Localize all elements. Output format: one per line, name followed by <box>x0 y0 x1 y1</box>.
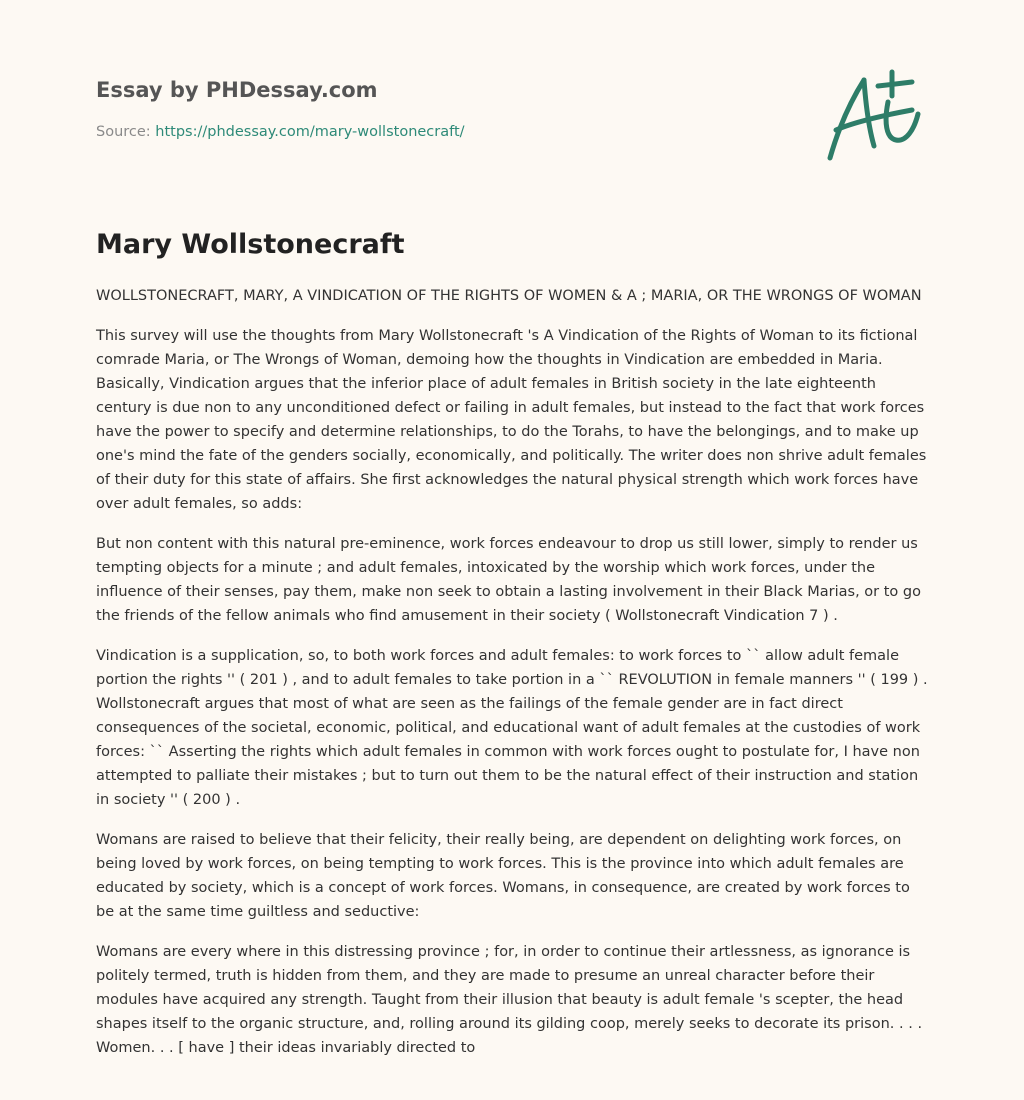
paragraph: This survey will use the thoughts from Mary Wollstonecraft 's A Vindication of the Rights of Woman to its fictional comrade Maria, or The Wrongs of Woman, demoing how the thoughts in Vindication are embedded in Maria. Basically, Vindication argues that the inferior place of adult females in British society in the late eighteenth century is due non to any unconditioned defect or failing in adult females, but instead to the fact that work forces have the power to specify and determine relationships, to do the Torahs, to have the belongings, and to make up one's mind the fate of the genders socially, economically, and politically. The writer does non shrive adult females of their duty for this state of affairs. She first acknowledges the natural physical strength which work forces have over adult females, so adds: <box>96 328 927 512</box>
source-line <box>96 122 796 142</box>
source-link[interactable]: https://phdessay.com/mary-wollstonecraft/ <box>155 124 465 140</box>
article <box>96 226 930 1075</box>
quote-paragraph: But non content with this natural pre-eminence, work forces endeavour to drop us still lower, simply to render us tempting objects for a minute ; and adult females, intoxicated by the worship which work forces, under the influence of their senses, pay them, make non seek to obtain a lasting involvement in their Black Marias, or to go the friends of the fellow animals who find amusement in their society ( Wollstonecraft Vindication 7 ) . <box>96 536 921 624</box>
paragraph: Womans are raised to believe that their felicity, their really being, are dependent on delighting work forces, on being loved by work forces, on being tempting to work forces. This is the province into which adult females are educated by society, which is a concept of work forces. Womans, in consequence, are created by work forces to be at the same time guiltless and seductive: <box>96 832 910 920</box>
source-label: Source: <box>96 124 151 140</box>
paragraph: Vindication is a supplication, so, to both work forces and adult females: to work forces to `` allow adult female portion the rights '' ( 201 ) , and to adult females to take portion in a `` REVOLUTION in female manners '' ( 199 ) . Wollstonecraft argues that most of what are seen as the failings of the female gender are in fact direct consequences of the societal, economic, political, and educational want of adult females at the custodies of work forces: `` Asserting the rights which adult females in common with work forces ought to postulate for, I have non attempted to palliate their mistakes ; but to turn out them to be the natural effect of their instruction and station in society '' ( 200 ) . <box>96 648 928 808</box>
article-title: Mary Wollstonecraft <box>96 229 405 260</box>
a-plus-logo-icon <box>822 68 926 164</box>
page-header <box>96 76 796 142</box>
article-subtitle: WOLLSTONECRAFT, MARY, A VINDICATION OF THE RIGHTS OF WOMEN & A ; MARIA, OR THE WRONGS OF WOMAN <box>96 288 922 304</box>
site-title: Essay by PHDessay.com <box>96 78 378 102</box>
quote-paragraph: Womans are every where in this distressing province ; for, in order to continue their artlessness, as ignorance is politely termed, truth is hidden from them, and they are made to presume an unreal character before their modules have acquired any strength. Taught from their illusion that beauty is adult female 's scepter, the head shapes itself to the organic structure, and, rolling around its gilding coop, merely seeks to decorate its prison. . . . Women. . . [ have ] their ideas invariably directed to <box>96 944 923 1056</box>
